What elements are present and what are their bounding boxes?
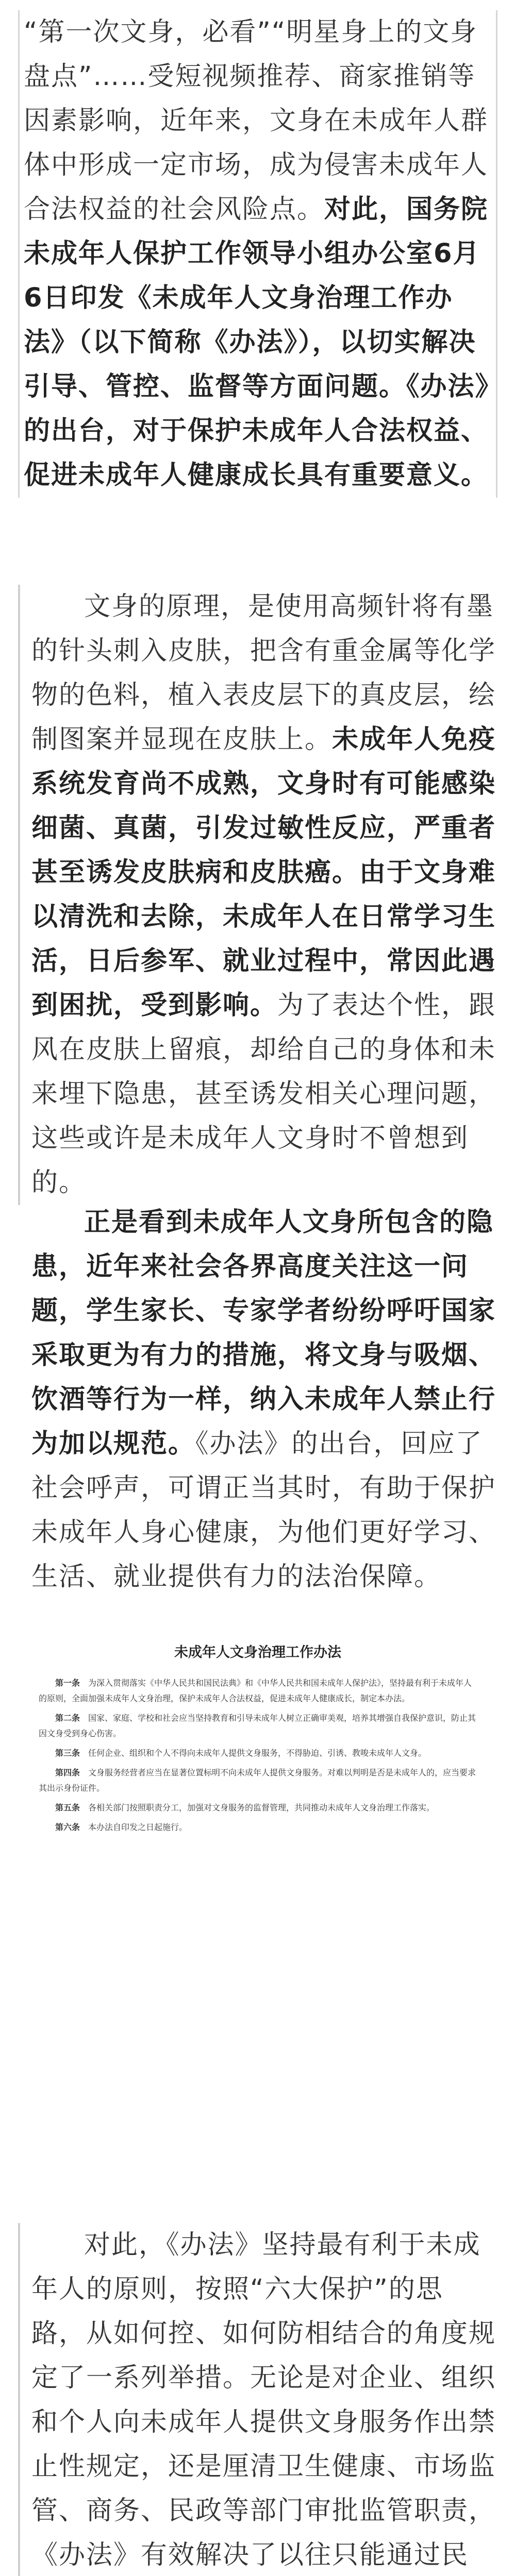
intro-paragraph [24, 10, 492, 498]
doc-article-number: 第一条 [55, 1678, 80, 1688]
intro-text-plain: “第一次文身，必看”“明星身上的文身盘点”……受短视频推荐、商家推销等因素影响，近年来，文身在未成年人群体中形成一定市场，成为侵害未成年人合法权益的社会风险点。 [24, 17, 489, 225]
para2-text-a: 文身的原理，是使用高频针将有墨的针头刺入皮肤，把含有重金属等化学物的色料，植入表皮层下的真皮层，绘制图案并显现在皮肤上。 [31, 591, 496, 755]
doc-article-text: 本办法自印发之日起施行。 [88, 1822, 188, 1832]
doc-article [39, 1675, 477, 1706]
doc-article-number: 第六条 [55, 1822, 80, 1832]
para4-section [18, 2223, 497, 2576]
doc-article [39, 1800, 477, 1816]
para2-left-bar [18, 585, 20, 1205]
doc-body [39, 1675, 477, 1835]
intro-box [18, 10, 497, 498]
doc-article-number: 第四条 [55, 1768, 80, 1777]
para2-text-c: 为了表达个性，跟风在皮肤上留痕，却给自己的身体和未来埋下隐患，甚至诱发相关心理问题，这些或许是未成年人文身时不曾想到的。 [31, 990, 496, 1198]
doc-article-text: 为深入贯彻落实《中华人民共和国民法典》和《中华人民共和国未成年人保护法》，坚持最有利于未成年人的原则，全面加强未成年人文身治理，保护未成年人合法权益，促进未成年人健康成长，制定本办法。 [39, 1678, 472, 1703]
doc-article-text: 各相关部门按照职责分工，加强对文身服务的监督管理，共同推动未成年人文身治理工作落实。 [88, 1803, 435, 1812]
doc-article [39, 1820, 477, 1835]
intro-text-bold: 对此，国务院未成年人保护工作领导小组办公室6月6日印发《未成年人文身治理工作办法》（以下简称《办法》），以切实解决引导、管控、监督等方面问题。《办法》的出台，对于保护未成年人合法权益、促进未成年人健康成长具有重要意义。 [24, 194, 490, 490]
regulation-document-image [39, 1641, 477, 2156]
doc-article [39, 1765, 477, 1796]
doc-article-number: 第五条 [55, 1803, 80, 1812]
doc-article [39, 1745, 477, 1761]
doc-article [39, 1710, 477, 1741]
para4-left-bar [18, 2223, 20, 2576]
doc-article-text: 国家、家庭、学校和社会应当坚持教育和引导未成年人树立正确审美观，培养其增强自我保护意识，防止其因文身受到身心伤害。 [39, 1713, 476, 1738]
doc-article-number: 第二条 [55, 1713, 80, 1723]
doc-article-number: 第三条 [55, 1748, 80, 1758]
doc-title: 未成年人文身治理工作办法 [174, 1645, 341, 1660]
para2-paragraph [31, 585, 497, 1205]
doc-article-text: 任何企业、组织和个人不得向未成年人提供文身服务，不得胁迫、引诱、教唆未成年人文身。 [88, 1748, 427, 1758]
para3-text-bold: 正是看到未成年人文身所包含的隐患，近年来社会各界高度关注这一问题，学生家长、专家学者纷纷呼吁国家采取更为有力的措施，将文身与吸烟、饮酒等行为一样，纳入未成年人禁止行为加以规范。 [31, 1207, 496, 1459]
para3-paragraph [31, 1200, 497, 1599]
para4-paragraph [31, 2223, 497, 2576]
para4-text-plain: 对此，《办法》坚持最有利于未成年人的原则，按照“六大保护”的思路，从如何控、如何防相结合的角度规定了一系列举措。无论是对企业、组织和个人向未成年人提供文身服务作出禁止性规定，还是厘清卫生健康、市场监管、商务、民政等部门审批监管职责，《办法》有效解决了以往只能通过民 [31, 2230, 496, 2570]
para2-text-b: 未成年人免疫系统发育尚不成熟，文身时有可能感染细菌、真菌，引发过敏性反应，严重者甚至诱发皮肤病和皮肤癌。由于文身难以清洗和去除，未成年人在日常学习生活，日后参军、就业过程中，常因此遇到困扰，受到影响。 [31, 724, 496, 1021]
para3-text-plain: 《办法》的出台，回应了社会呼声，可谓正当其时，有助于保护未成年人身心健康，为他们更好学习、生活、就业提供有力的法治保障。 [31, 1429, 496, 1592]
para3-section [18, 1200, 497, 1599]
intro-section [18, 10, 497, 498]
para2-section [18, 585, 497, 1205]
doc-article-text: 文身服务经营者应当在显著位置标明不向未成年人提供文身服务。对难以判明是否是未成年人的，应当要求其出示身份证件。 [39, 1768, 476, 1793]
